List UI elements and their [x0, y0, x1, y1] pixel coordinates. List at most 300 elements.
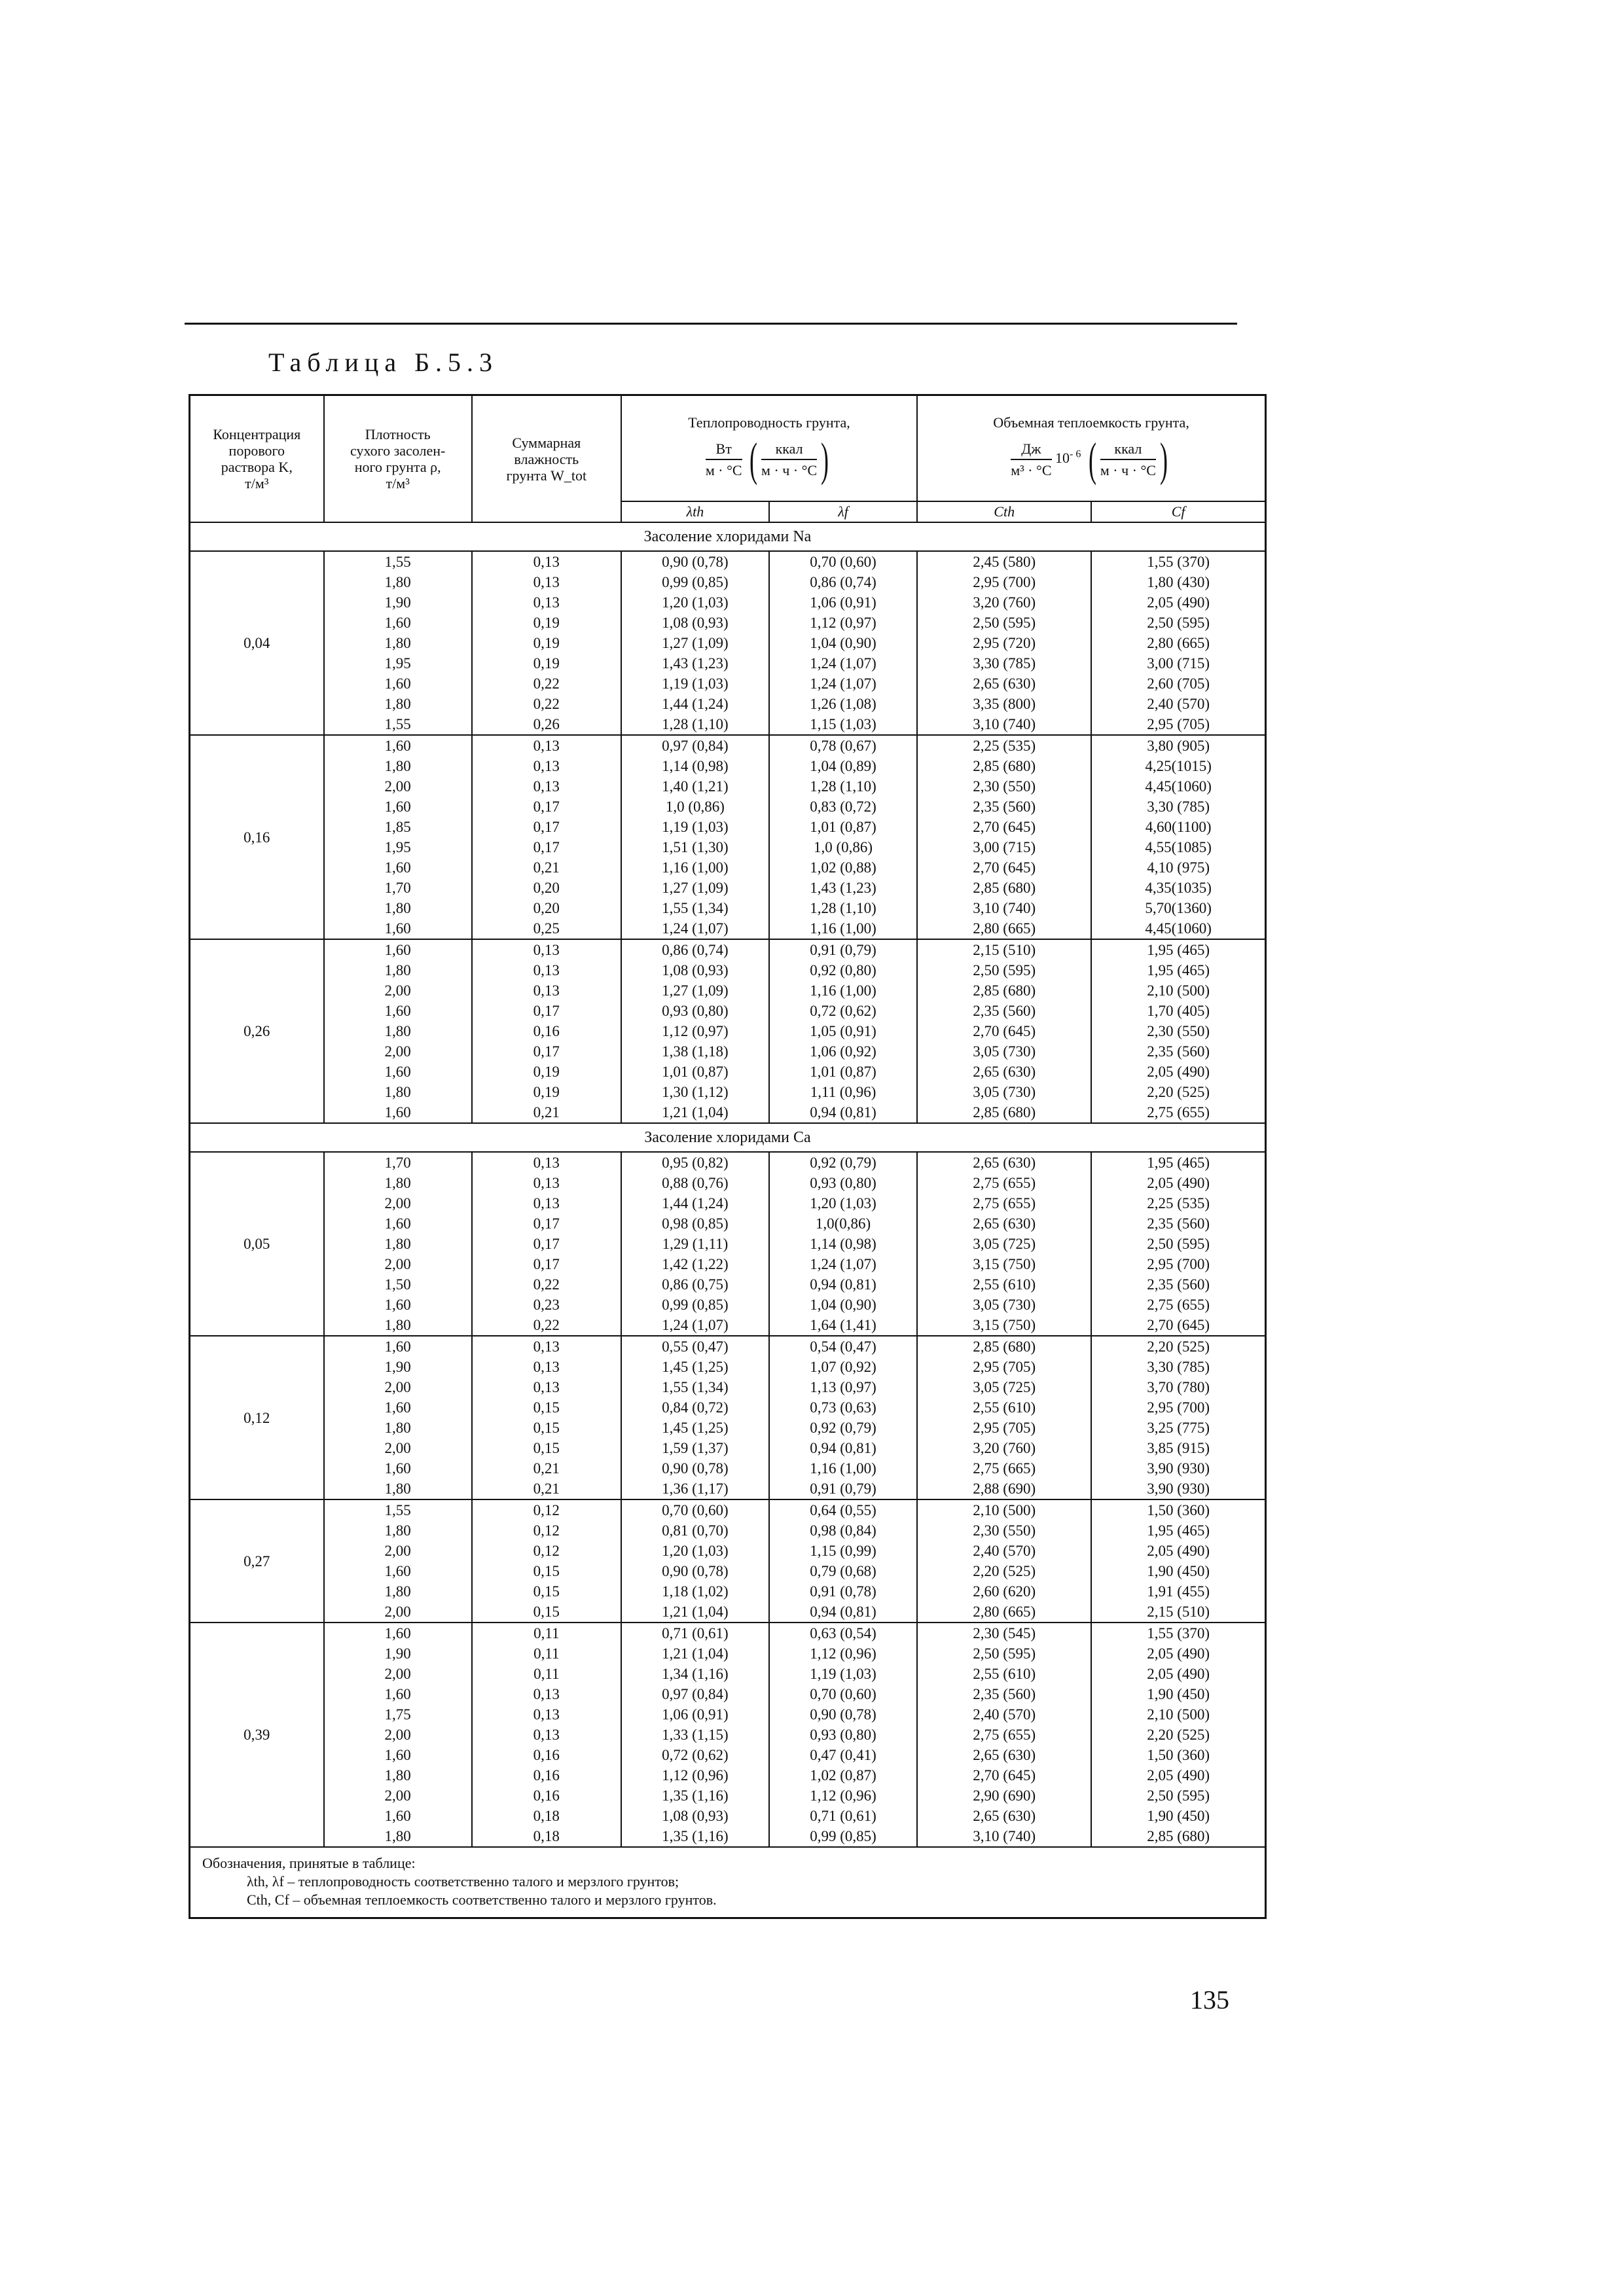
moisture-cell: 0,13 — [472, 1704, 621, 1725]
c-th-cell: 2,70 (645) — [917, 1021, 1091, 1041]
lambda-th-cell: 1,0 (0,86) — [621, 797, 769, 817]
concentration-cell: 0,26 — [190, 939, 324, 1123]
lambda-th-cell: 1,08 (0,93) — [621, 960, 769, 980]
moisture-cell: 0,21 — [472, 857, 621, 878]
header-density-l1: Плотность — [365, 426, 431, 442]
lambda-th-cell: 0,90 (0,78) — [621, 1561, 769, 1581]
lambda-f-cell: 1,14 (0,98) — [769, 1234, 917, 1254]
table-row — [190, 1021, 1266, 1041]
lambda-f-cell: 1,19 (1,03) — [769, 1664, 917, 1684]
section-row — [190, 522, 1266, 551]
moisture-cell: 0,19 — [472, 613, 621, 633]
c-th-cell: 2,65 (630) — [917, 1745, 1091, 1765]
moisture-cell: 0,21 — [472, 1458, 621, 1479]
concentration-cell: 0,04 — [190, 551, 324, 735]
lambda-f-cell: 0,70 (0,60) — [769, 551, 917, 572]
density-cell: 1,55 — [324, 551, 472, 572]
c-th-cell: 2,90 (690) — [917, 1785, 1091, 1806]
lambda-th-cell: 1,27 (1,09) — [621, 633, 769, 653]
table-row — [190, 1602, 1266, 1623]
lambda-f-cell: 1,24 (1,07) — [769, 673, 917, 694]
lambda-f-cell: 0,70 (0,60) — [769, 1684, 917, 1704]
c-th-cell: 2,95 (720) — [917, 633, 1091, 653]
header-density-l3: ного грунта ρ, — [354, 459, 441, 475]
c-f-cell: 1,50 (360) — [1091, 1745, 1265, 1765]
density-cell: 1,60 — [324, 1001, 472, 1021]
c-f-cell: 1,55 (370) — [1091, 1623, 1265, 1643]
lambda-f-cell: 0,92 (0,79) — [769, 1418, 917, 1438]
lambda-th-cell: 0,99 (0,85) — [621, 1295, 769, 1315]
c-f-cell: 4,55(1085) — [1091, 837, 1265, 857]
c-f-cell: 3,90 (930) — [1091, 1479, 1265, 1499]
table-row — [190, 1213, 1266, 1234]
c-th-cell: 2,65 (630) — [917, 673, 1091, 694]
moisture-cell: 0,13 — [472, 776, 621, 797]
header-concentration-l4: т/м³ — [245, 475, 269, 492]
lambda-f-cell: 1,13 (0,97) — [769, 1377, 917, 1397]
header-concentration-l1: Концентрация — [213, 426, 301, 442]
c-f-cell: 1,95 (465) — [1091, 939, 1265, 960]
moisture-cell: 0,13 — [472, 551, 621, 572]
lambda-th-cell: 0,97 (0,84) — [621, 735, 769, 756]
c-th-cell: 3,05 (730) — [917, 1082, 1091, 1102]
c-f-cell: 3,90 (930) — [1091, 1458, 1265, 1479]
lambda-th-cell: 1,36 (1,17) — [621, 1479, 769, 1499]
density-cell: 1,80 — [324, 1315, 472, 1336]
moisture-cell: 0,13 — [472, 939, 621, 960]
c-f-cell: 2,35 (560) — [1091, 1274, 1265, 1295]
moisture-cell: 0,13 — [472, 1377, 621, 1397]
moisture-cell: 0,18 — [472, 1826, 621, 1847]
table-row — [190, 1418, 1266, 1438]
conductivity-unit-old-num: ккал — [761, 440, 817, 460]
moisture-cell: 0,13 — [472, 980, 621, 1001]
density-cell: 1,80 — [324, 572, 472, 592]
table-row — [190, 1193, 1266, 1213]
moisture-cell: 0,22 — [472, 1315, 621, 1336]
c-th-cell: 2,55 (610) — [917, 1397, 1091, 1418]
density-cell: 1,80 — [324, 756, 472, 776]
lambda-f-cell: 0,94 (0,81) — [769, 1274, 917, 1295]
capacity-unit-si — [1011, 440, 1051, 478]
subheader-c-th: Cth — [917, 501, 1091, 522]
lambda-th-cell: 0,86 (0,75) — [621, 1274, 769, 1295]
density-cell: 1,60 — [324, 1561, 472, 1581]
lambda-th-cell: 1,55 (1,34) — [621, 1377, 769, 1397]
c-th-cell: 2,15 (510) — [917, 939, 1091, 960]
header-moisture-l2: влажность — [514, 450, 579, 467]
density-cell: 1,60 — [324, 613, 472, 633]
moisture-cell: 0,17 — [472, 1001, 621, 1021]
moisture-cell: 0,26 — [472, 714, 621, 735]
moisture-cell: 0,19 — [472, 633, 621, 653]
moisture-cell: 0,13 — [472, 960, 621, 980]
moisture-cell: 0,25 — [472, 918, 621, 939]
lambda-th-cell: 1,44 (1,24) — [621, 1193, 769, 1213]
lambda-th-cell: 1,27 (1,09) — [621, 878, 769, 898]
conductivity-unit-old-den: м · ч · °С — [761, 461, 818, 478]
lambda-th-cell: 1,24 (1,07) — [621, 1315, 769, 1336]
table-row — [190, 633, 1266, 653]
c-th-cell: 2,10 (500) — [917, 1499, 1091, 1520]
lambda-f-cell: 1,15 (0,99) — [769, 1541, 917, 1561]
c-f-cell: 4,35(1035) — [1091, 878, 1265, 898]
lambda-th-cell: 1,21 (1,04) — [621, 1102, 769, 1123]
table-row — [190, 1499, 1266, 1520]
lambda-th-cell: 1,33 (1,15) — [621, 1725, 769, 1745]
lambda-th-cell: 1,21 (1,04) — [621, 1643, 769, 1664]
moisture-cell: 0,17 — [472, 837, 621, 857]
c-f-cell: 2,05 (490) — [1091, 1765, 1265, 1785]
lambda-f-cell: 0,91 (0,79) — [769, 939, 917, 960]
c-f-cell: 1,80 (430) — [1091, 572, 1265, 592]
c-th-cell: 2,70 (645) — [917, 1765, 1091, 1785]
moisture-cell: 0,13 — [472, 572, 621, 592]
table-row — [190, 1438, 1266, 1458]
lambda-f-cell: 1,16 (1,00) — [769, 1458, 917, 1479]
moisture-cell: 0,19 — [472, 1062, 621, 1082]
c-f-cell: 1,55 (370) — [1091, 551, 1265, 572]
table-row — [190, 1041, 1266, 1062]
moisture-cell: 0,13 — [472, 1173, 621, 1193]
density-cell: 1,80 — [324, 1479, 472, 1499]
conductivity-unit-si-den: м · °С — [705, 461, 742, 478]
lambda-f-cell: 0,71 (0,61) — [769, 1806, 917, 1826]
table-row — [190, 551, 1266, 572]
lambda-th-cell: 1,34 (1,16) — [621, 1664, 769, 1684]
table-row — [190, 1458, 1266, 1479]
capacity-exponent: - 6 — [1070, 448, 1081, 460]
header-concentration-l3: раствора K, — [221, 459, 293, 475]
moisture-cell: 0,17 — [472, 1213, 621, 1234]
c-th-cell: 2,35 (560) — [917, 1684, 1091, 1704]
concentration-cell: 0,12 — [190, 1336, 324, 1499]
lambda-f-cell: 1,06 (0,91) — [769, 592, 917, 613]
density-cell: 1,70 — [324, 878, 472, 898]
c-f-cell: 4,25(1015) — [1091, 756, 1265, 776]
table-row — [190, 1173, 1266, 1193]
c-th-cell: 2,75 (655) — [917, 1173, 1091, 1193]
density-cell: 1,80 — [324, 1173, 472, 1193]
density-cell: 2,00 — [324, 1541, 472, 1561]
section-title: Засоление хлоридами Ca — [190, 1123, 1266, 1152]
table-row — [190, 1725, 1266, 1745]
concentration-cell: 0,27 — [190, 1499, 324, 1623]
density-cell: 2,00 — [324, 1725, 472, 1745]
density-cell: 1,60 — [324, 1336, 472, 1357]
table-row — [190, 1001, 1266, 1021]
c-th-cell: 2,85 (680) — [917, 1336, 1091, 1357]
lambda-th-cell: 1,27 (1,09) — [621, 980, 769, 1001]
density-cell: 1,60 — [324, 735, 472, 756]
moisture-cell: 0,13 — [472, 1684, 621, 1704]
c-th-cell: 2,85 (680) — [917, 1102, 1091, 1123]
lambda-f-cell: 0,94 (0,81) — [769, 1438, 917, 1458]
density-cell: 2,00 — [324, 1785, 472, 1806]
c-th-cell: 2,55 (610) — [917, 1664, 1091, 1684]
moisture-cell: 0,21 — [472, 1479, 621, 1499]
density-cell: 1,75 — [324, 1704, 472, 1725]
table-row — [190, 980, 1266, 1001]
lambda-th-cell: 0,86 (0,74) — [621, 939, 769, 960]
top-rule — [185, 323, 1237, 325]
density-cell: 1,60 — [324, 1062, 472, 1082]
lambda-f-cell: 1,28 (1,10) — [769, 898, 917, 918]
lambda-f-cell: 1,05 (0,91) — [769, 1021, 917, 1041]
lambda-f-cell: 1,28 (1,10) — [769, 776, 917, 797]
lambda-th-cell: 0,90 (0,78) — [621, 1458, 769, 1479]
c-f-cell: 4,45(1060) — [1091, 918, 1265, 939]
lambda-th-cell: 1,59 (1,37) — [621, 1438, 769, 1458]
density-cell: 1,90 — [324, 1357, 472, 1377]
density-cell: 1,80 — [324, 1234, 472, 1254]
lambda-th-cell: 0,72 (0,62) — [621, 1745, 769, 1765]
moisture-cell: 0,16 — [472, 1785, 621, 1806]
c-f-cell: 1,95 (465) — [1091, 960, 1265, 980]
c-th-cell: 2,95 (700) — [917, 572, 1091, 592]
capacity-unit — [918, 433, 1265, 486]
lambda-f-cell: 1,43 (1,23) — [769, 878, 917, 898]
lambda-f-cell: 0,63 (0,54) — [769, 1623, 917, 1643]
table-row — [190, 1785, 1266, 1806]
c-th-cell: 2,80 (665) — [917, 918, 1091, 939]
header-moisture-l3: грунта W_tot — [506, 467, 587, 484]
c-th-cell: 2,80 (665) — [917, 1602, 1091, 1623]
lambda-f-cell: 0,86 (0,74) — [769, 572, 917, 592]
density-cell: 1,60 — [324, 797, 472, 817]
lambda-th-cell: 0,93 (0,80) — [621, 1001, 769, 1021]
paren-close: ) — [821, 433, 829, 486]
header-concentration-l2: порового — [228, 442, 285, 459]
data-table — [189, 394, 1267, 1919]
paren-open: ( — [1088, 433, 1096, 486]
c-f-cell: 4,60(1100) — [1091, 817, 1265, 837]
lambda-f-cell: 1,15 (1,03) — [769, 714, 917, 735]
table-row — [190, 735, 1266, 756]
c-th-cell: 2,50 (595) — [917, 960, 1091, 980]
moisture-cell: 0,15 — [472, 1397, 621, 1418]
c-th-cell: 3,10 (740) — [917, 1826, 1091, 1847]
table-row — [190, 1765, 1266, 1785]
header-moisture — [472, 395, 621, 523]
table-row — [190, 1664, 1266, 1684]
moisture-cell: 0,16 — [472, 1765, 621, 1785]
lambda-th-cell: 1,18 (1,02) — [621, 1581, 769, 1602]
c-th-cell: 2,95 (705) — [917, 1357, 1091, 1377]
c-th-cell: 2,70 (645) — [917, 817, 1091, 837]
lambda-th-cell: 1,42 (1,22) — [621, 1254, 769, 1274]
moisture-cell: 0,11 — [472, 1643, 621, 1664]
lambda-th-cell: 0,95 (0,82) — [621, 1152, 769, 1173]
moisture-cell: 0,16 — [472, 1745, 621, 1765]
table-row — [190, 1704, 1266, 1725]
lambda-f-cell: 1,24 (1,07) — [769, 1254, 917, 1274]
moisture-cell: 0,12 — [472, 1520, 621, 1541]
c-f-cell: 2,05 (490) — [1091, 1643, 1265, 1664]
table-row — [190, 1684, 1266, 1704]
moisture-cell: 0,12 — [472, 1541, 621, 1561]
lambda-th-cell: 1,28 (1,10) — [621, 714, 769, 735]
table-row — [190, 1826, 1266, 1847]
lambda-f-cell: 1,20 (1,03) — [769, 1193, 917, 1213]
density-cell: 1,80 — [324, 960, 472, 980]
table-title: Таблица Б.5.3 — [268, 348, 499, 377]
lambda-th-cell: 1,35 (1,16) — [621, 1785, 769, 1806]
moisture-cell: 0,13 — [472, 1152, 621, 1173]
c-th-cell: 2,20 (525) — [917, 1561, 1091, 1581]
density-cell: 1,80 — [324, 1581, 472, 1602]
moisture-cell: 0,23 — [472, 1295, 621, 1315]
c-th-cell: 3,05 (725) — [917, 1234, 1091, 1254]
c-th-cell: 2,88 (690) — [917, 1479, 1091, 1499]
lambda-th-cell: 0,99 (0,85) — [621, 572, 769, 592]
density-cell: 1,80 — [324, 1082, 472, 1102]
c-f-cell: 2,05 (490) — [1091, 1664, 1265, 1684]
table-row — [190, 1295, 1266, 1315]
lambda-f-cell: 0,92 (0,79) — [769, 1152, 917, 1173]
header-density-l2: сухого засолен- — [350, 442, 446, 459]
c-th-cell: 2,65 (630) — [917, 1806, 1091, 1826]
c-th-cell: 2,95 (705) — [917, 1418, 1091, 1438]
density-cell: 1,80 — [324, 1765, 472, 1785]
capacity-unit-old — [1100, 440, 1156, 478]
c-f-cell: 2,30 (550) — [1091, 1021, 1265, 1041]
moisture-cell: 0,17 — [472, 797, 621, 817]
c-th-cell: 3,05 (730) — [917, 1295, 1091, 1315]
lambda-f-cell: 1,12 (0,96) — [769, 1643, 917, 1664]
moisture-cell: 0,13 — [472, 1336, 621, 1357]
concentration-cell: 0,05 — [190, 1152, 324, 1336]
lambda-f-cell: 1,0 (0,86) — [769, 837, 917, 857]
density-cell: 1,60 — [324, 939, 472, 960]
moisture-cell: 0,17 — [472, 817, 621, 837]
lambda-th-cell: 0,70 (0,60) — [621, 1499, 769, 1520]
density-cell: 1,60 — [324, 1806, 472, 1826]
table-row — [190, 714, 1266, 735]
header-density-l4: т/м³ — [386, 475, 410, 492]
density-cell: 1,95 — [324, 837, 472, 857]
lambda-f-cell: 0,72 (0,62) — [769, 1001, 917, 1021]
c-th-cell: 2,45 (580) — [917, 551, 1091, 572]
lambda-th-cell: 1,30 (1,12) — [621, 1082, 769, 1102]
c-f-cell: 3,85 (915) — [1091, 1438, 1265, 1458]
table-row — [190, 1336, 1266, 1357]
c-f-cell: 2,05 (490) — [1091, 1541, 1265, 1561]
lambda-f-cell: 0,92 (0,80) — [769, 960, 917, 980]
lambda-th-cell: 0,88 (0,76) — [621, 1173, 769, 1193]
lambda-th-cell: 1,01 (0,87) — [621, 1062, 769, 1082]
lambda-th-cell: 1,29 (1,11) — [621, 1234, 769, 1254]
c-f-cell: 2,35 (560) — [1091, 1041, 1265, 1062]
subheader-lambda-f: λf — [769, 501, 917, 522]
table-row — [190, 1377, 1266, 1397]
table-row — [190, 592, 1266, 613]
c-f-cell: 2,75 (655) — [1091, 1102, 1265, 1123]
c-f-cell: 1,50 (360) — [1091, 1499, 1265, 1520]
lambda-th-cell: 1,35 (1,16) — [621, 1826, 769, 1847]
header-density — [324, 395, 472, 523]
c-th-cell: 2,75 (655) — [917, 1193, 1091, 1213]
moisture-cell: 0,22 — [472, 694, 621, 714]
c-th-cell: 2,75 (655) — [917, 1725, 1091, 1745]
lambda-f-cell: 0,47 (0,41) — [769, 1745, 917, 1765]
table-row — [190, 1274, 1266, 1295]
conductivity-unit — [622, 433, 916, 486]
subheader-lambda-th: λth — [621, 501, 769, 522]
c-th-cell: 2,30 (550) — [917, 1520, 1091, 1541]
c-th-cell: 2,35 (560) — [917, 797, 1091, 817]
lambda-f-cell: 0,73 (0,63) — [769, 1397, 917, 1418]
moisture-cell: 0,17 — [472, 1234, 621, 1254]
density-cell: 1,80 — [324, 1418, 472, 1438]
c-th-cell: 2,30 (545) — [917, 1623, 1091, 1643]
table-row — [190, 1082, 1266, 1102]
c-f-cell: 2,05 (490) — [1091, 592, 1265, 613]
lambda-f-cell: 0,93 (0,80) — [769, 1725, 917, 1745]
c-f-cell: 2,70 (645) — [1091, 1315, 1265, 1336]
lambda-th-cell: 0,84 (0,72) — [621, 1397, 769, 1418]
lambda-th-cell: 1,55 (1,34) — [621, 898, 769, 918]
lambda-th-cell: 1,19 (1,03) — [621, 817, 769, 837]
header-row — [190, 395, 1266, 502]
c-th-cell: 3,00 (715) — [917, 837, 1091, 857]
c-f-cell: 3,80 (905) — [1091, 735, 1265, 756]
lambda-th-cell: 1,06 (0,91) — [621, 1704, 769, 1725]
moisture-cell: 0,11 — [472, 1664, 621, 1684]
table-row — [190, 613, 1266, 633]
c-th-cell: 3,15 (750) — [917, 1254, 1091, 1274]
c-f-cell: 3,25 (775) — [1091, 1418, 1265, 1438]
paren-open: ( — [749, 433, 758, 486]
lambda-th-cell: 1,44 (1,24) — [621, 694, 769, 714]
notes-row — [190, 1847, 1266, 1918]
moisture-cell: 0,18 — [472, 1806, 621, 1826]
c-f-cell: 2,40 (570) — [1091, 694, 1265, 714]
density-cell: 1,55 — [324, 714, 472, 735]
table-row — [190, 1102, 1266, 1123]
c-f-cell: 2,50 (595) — [1091, 613, 1265, 633]
c-f-cell: 1,95 (465) — [1091, 1520, 1265, 1541]
lambda-f-cell: 0,99 (0,85) — [769, 1826, 917, 1847]
lambda-f-cell: 1,11 (0,96) — [769, 1082, 917, 1102]
moisture-cell: 0,22 — [472, 673, 621, 694]
lambda-f-cell: 1,12 (0,97) — [769, 613, 917, 633]
lambda-f-cell: 1,01 (0,87) — [769, 1062, 917, 1082]
moisture-cell: 0,11 — [472, 1623, 621, 1643]
lambda-f-cell: 1,26 (1,08) — [769, 694, 917, 714]
c-th-cell: 2,85 (680) — [917, 756, 1091, 776]
density-cell: 1,80 — [324, 1021, 472, 1041]
lambda-th-cell: 1,51 (1,30) — [621, 837, 769, 857]
c-f-cell: 4,10 (975) — [1091, 857, 1265, 878]
lambda-f-cell: 1,16 (1,00) — [769, 980, 917, 1001]
c-f-cell: 2,15 (510) — [1091, 1602, 1265, 1623]
capacity-multiplier: 10 — [1055, 449, 1070, 466]
c-f-cell: 1,70 (405) — [1091, 1001, 1265, 1021]
c-f-cell: 2,75 (655) — [1091, 1295, 1265, 1315]
c-th-cell: 2,50 (595) — [917, 1643, 1091, 1664]
header-capacity — [917, 395, 1265, 502]
capacity-unit-old-den: м · ч · °С — [1100, 461, 1156, 478]
lambda-f-cell: 0,98 (0,84) — [769, 1520, 917, 1541]
density-cell: 1,60 — [324, 918, 472, 939]
c-th-cell: 2,65 (630) — [917, 1152, 1091, 1173]
table-row — [190, 1643, 1266, 1664]
density-cell: 1,50 — [324, 1274, 472, 1295]
c-th-cell: 2,85 (680) — [917, 980, 1091, 1001]
lambda-th-cell: 1,24 (1,07) — [621, 918, 769, 939]
c-th-cell: 2,30 (550) — [917, 776, 1091, 797]
